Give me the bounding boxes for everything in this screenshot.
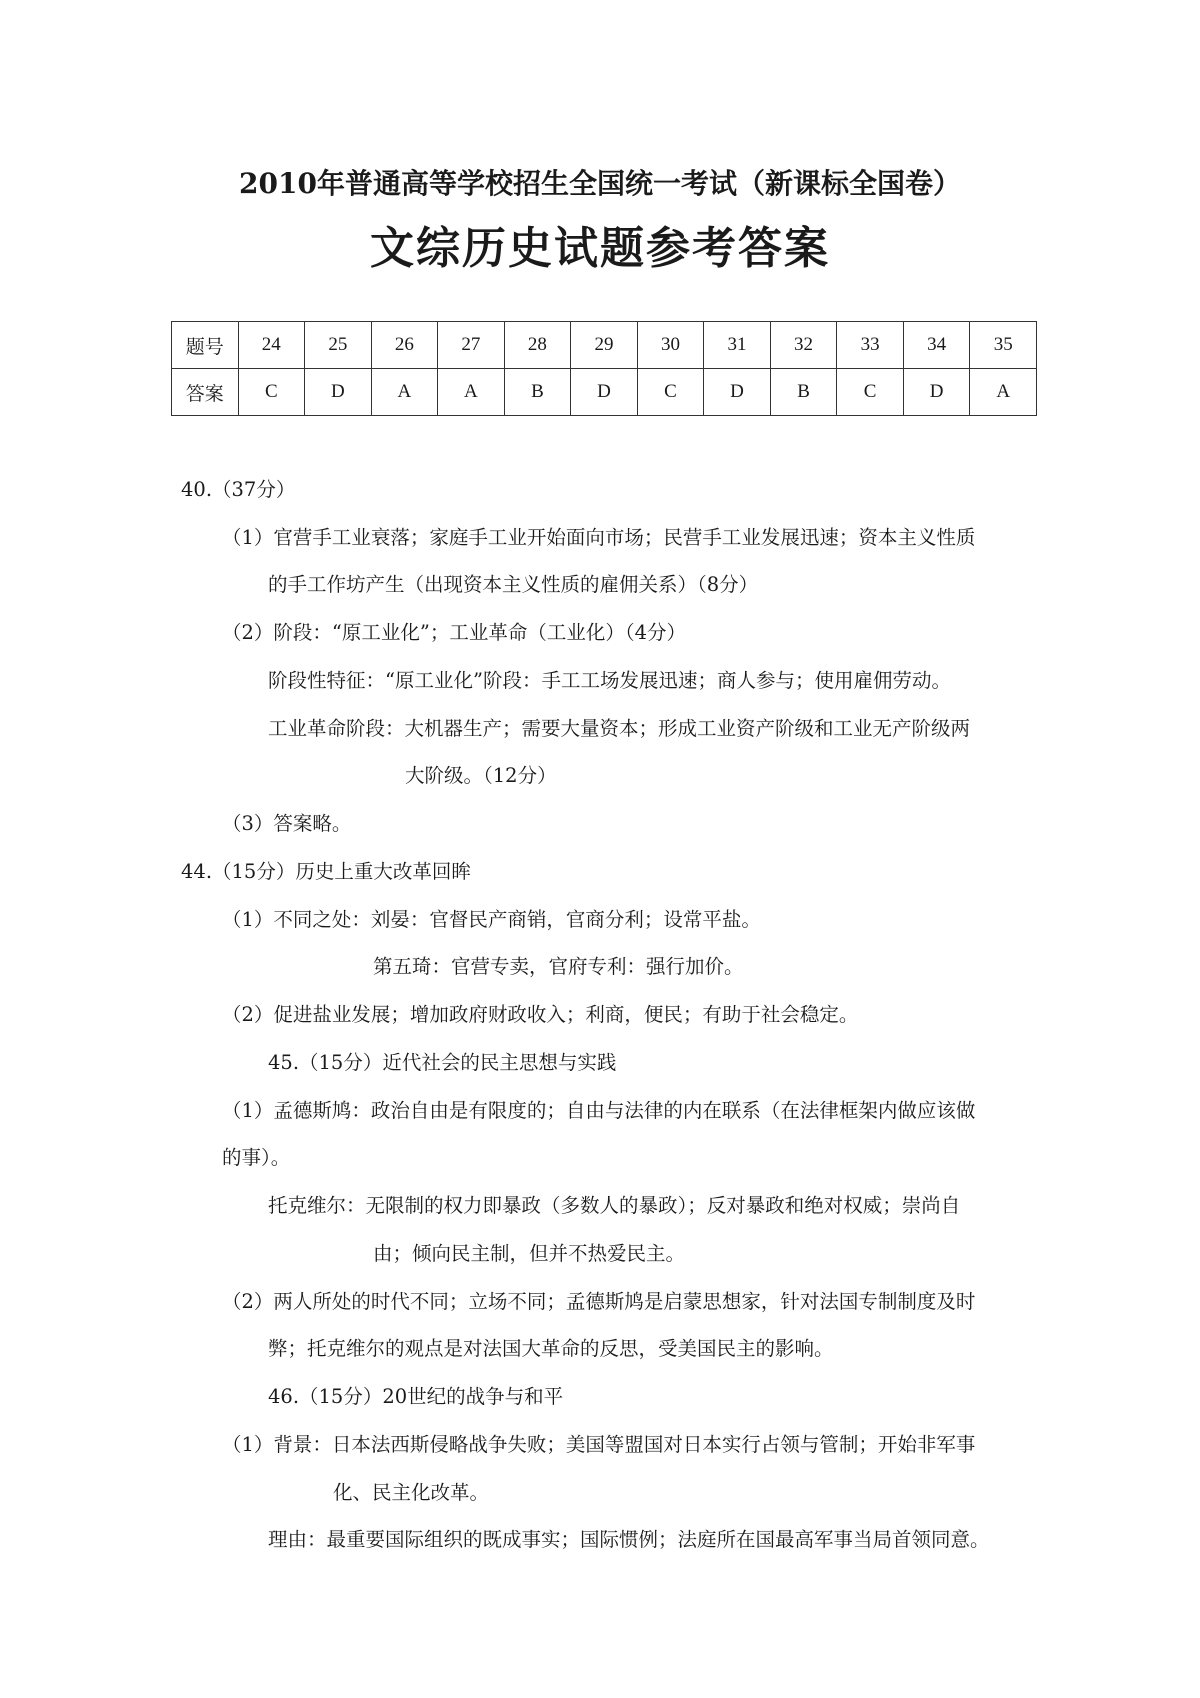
answer-cell: C (238, 369, 305, 416)
answer-cell: A (970, 369, 1037, 416)
answer-text-line: （1）不同之处：刘晏：官督民产商销，官商分利；设常平盐。 (222, 908, 761, 931)
answer-table (171, 321, 1037, 416)
question-number-cell: 27 (438, 322, 505, 369)
answer-text-line: 第五琦：官营专卖，官府专利：强行加价。 (373, 955, 744, 978)
answer-cell: B (770, 369, 837, 416)
answer-cell: A (438, 369, 505, 416)
question-40-heading: 40.（37分） (181, 478, 296, 501)
answer-cell: B (504, 369, 571, 416)
answer-text-line: （2）两人所处的时代不同；立场不同；孟德斯鸠是启蒙思想家，针对法国专制制度及时 (222, 1290, 976, 1313)
answer-text-line: 的手工作坊产生（出现资本主义性质的雇佣关系）（8分） (268, 573, 759, 596)
answer-text-line: （1）官营手工业衰落；家庭手工业开始面向市场；民营手工业发展迅速；资本主义性质 (222, 526, 976, 549)
document-title: 2010年普通高等学校招生全国统一考试（新课标全国卷） (239, 167, 961, 200)
answer-text-line: 理由：最重要国际组织的既成事实；国际惯例；法庭所在国最高军事当局首领同意。 (268, 1528, 990, 1551)
answer-text-line: 工业革命阶段：大机器生产；需要大量资本；形成工业资产阶级和工业无产阶级两 (268, 717, 971, 740)
answer-text-line: 弊；托克维尔的观点是对法国大革命的反思，受美国民主的影响。 (268, 1337, 834, 1360)
answer-text-line: （1）孟德斯鸠：政治自由是有限度的；自由与法律的内在联系（在法律框架内做应该做 (222, 1099, 976, 1122)
answer-text-line: （1）背景：日本法西斯侵略战争失败；美国等盟国对日本实行占领与管制；开始非军事 (222, 1433, 976, 1456)
question-number-cell: 32 (770, 322, 837, 369)
question-number-cell: 25 (305, 322, 372, 369)
question-number-cell: 34 (903, 322, 970, 369)
answer-cell: D (305, 369, 372, 416)
question-number-cell: 24 (238, 322, 305, 369)
answer-text-line: （2）促进盐业发展；增加政府财政收入；利商，便民；有助于社会稳定。 (222, 1003, 859, 1026)
answer-text-line: 化、民主化改革。 (333, 1481, 490, 1504)
row-label-question-number: 题号 (172, 322, 239, 369)
answer-text-line: 的事）。 (222, 1146, 291, 1169)
answer-cell: C (837, 369, 904, 416)
answer-text-line: 大阶级。（12分） (405, 764, 557, 787)
question-number-cell: 35 (970, 322, 1037, 369)
answer-cell: A (371, 369, 438, 416)
question-number-cell: 30 (637, 322, 704, 369)
answer-text-line: 托克维尔：无限制的权力即暴政（多数人的暴政）；反对暴政和绝对权威；崇尚自 (268, 1194, 961, 1217)
document-subtitle: 文综历史试题参考答案 (370, 223, 830, 274)
question-number-cell: 28 (504, 322, 571, 369)
answer-cell: D (571, 369, 638, 416)
answer-row (172, 369, 1037, 416)
answer-text-line: 由；倾向民主制，但并不热爱民主。 (373, 1242, 686, 1265)
answer-cell: C (637, 369, 704, 416)
answer-text-line: （2）阶段：“原工业化”；工业革命（工业化）（4分） (222, 621, 687, 644)
question-number-cell: 33 (837, 322, 904, 369)
question-number-row (172, 322, 1037, 369)
answer-text-line: 阶段性特征：“原工业化”阶段：手工工场发展迅速；商人参与；使用雇佣劳动。 (268, 669, 951, 692)
question-46-heading: 46.（15分）20世纪的战争与和平 (268, 1385, 564, 1408)
question-45-heading: 45.（15分）近代社会的民主思想与实践 (268, 1051, 617, 1074)
row-label-answer: 答案 (172, 369, 239, 416)
answer-text-line: （3）答案略。 (222, 812, 352, 835)
question-number-cell: 26 (371, 322, 438, 369)
answer-cell: D (704, 369, 771, 416)
question-number-cell: 31 (704, 322, 771, 369)
answer-cell: D (903, 369, 970, 416)
question-number-cell: 29 (571, 322, 638, 369)
question-44-heading: 44.（15分）历史上重大改革回眸 (181, 860, 471, 883)
